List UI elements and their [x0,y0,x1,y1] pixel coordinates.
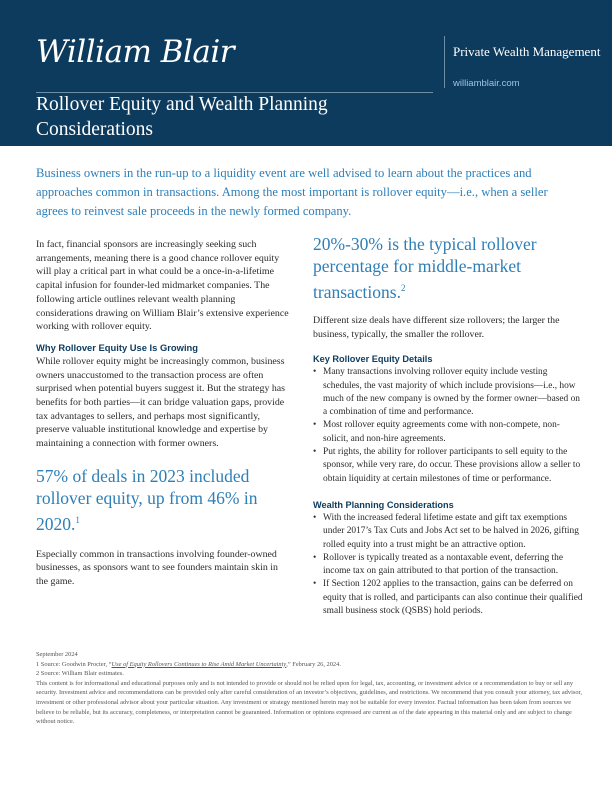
footer-notes [36,650,584,727]
left-paragraph-2: While rollover equity might be increasingly common, business owners unaccustomed to the transaction process are often surprised when potential buyers suggest it. But the strategy has benefits for both parties—it can bridge valuation gaps, provide tax advantages to sellers, and perhaps most significantly, preserve valuable institutional knowledge and expertise by maintaining a connection with former owners. [36,355,286,450]
section-heading-wealth-planning: Wealth Planning Considerations [313,499,454,510]
footnote-2: 2 Source: William Blair estimates. [36,670,124,678]
footnote-1-link[interactable]: Use of Equity Rollovers Continues to Rise Amid Market Uncertainty [111,660,287,668]
deal-stat-text: 57% of deals in 2023 included rollover equity, up from 46% in 2020. [36,465,258,534]
footnote-ref-2: 2 [400,283,406,293]
right-paragraph-1: Different size deals have different size rollovers; the larger the business, typically, the smaller the rollover. [313,314,560,340]
disclaimer: This content is for informational and educational purposes only and is not intended to provide or should not be relied upon for legal, tax, accounting, or investment advice or a recommendation to buy or sell any security. Investment advice and recommendations can be provided only after careful consideration of an investor’s objectives, guidelines, and restrictions. We recommend that you consult your attorney, tax advisor, investment or other professional advisor about your particular situation. Any investment or strategy mentioned herein may not be suitable for every investor. Factual information has been taken from sources we believe to be reliable, but its accuracy, completeness, or interpretation cannot be guaranteed. Information or opinions expressed are current as of the date appearing in this material only and are subject to change without notice. [36,679,582,726]
section-heading-growth: Why Rollover Equity Use Is Growing [36,341,199,353]
company-logo: William Blair [36,34,235,70]
footnote-1-suffix: ,” February 26, 2024. [286,660,341,668]
publish-date: September 2024 [36,651,78,658]
rollover-stat-text: 20%-30% is the typical rollover percentage for middle-market transactions. [313,234,537,302]
intro-paragraph: Business owners in the run-up to a liquidity event are well advised to learn about the practices and approaches common in transactions. Among the most important is rollover equity—i.e., when a seller agrees to reinvest sale proceeds in the newly formed company. [36,166,548,218]
left-paragraph-1: In fact, financial sponsors are increasingly seeking such arrangements, meaning there is a good chance rollover equity will play a critical part in what could be a once-in-a-lifetime capital infusion for founder-led midmarket companies. The following article outlines relevant wealth planning considerations drawing on William Blair’s extensive experience working with rollover equity. [36,239,289,333]
rollover-stat-callout [313,233,583,303]
footnote-ref-1: 1 [75,514,80,525]
right-column [313,233,583,618]
details-list [313,366,583,486]
list-item: • If Section 1202 applies to the transaction, gains can be deferred on equity that is rolled, and participants can also continue their qualified small business stock (QSBS) hold periods. [313,578,583,618]
division-name: Private Wealth Management [453,44,601,59]
list-item: • Put rights, the ability for rollover participants to sell equity to the sponsor, while very rare, do occur. These provisions allow a seller to obtain liquidity at certain milestones of time or performance. [313,446,583,486]
left-column [36,238,292,589]
website-link[interactable]: williamblair.com [453,78,520,89]
left-paragraph-3: Especially common in transactions involving founder-owned businesses, as sponsors want to see founders maintain skin in the game. [36,548,278,588]
deal-stat-callout [36,465,292,535]
section-heading-details: Key Rollover Equity Details [313,354,433,365]
list-item: • With the increased federal lifetime estate and gift tax exemptions under 2017’s Tax Cuts and Jobs Act set to be halved in 2026, gifting rolled equity into a trust might be an attractive option. [313,512,583,552]
header-banner [0,0,612,146]
list-item: • Rollover is typically treated as a nontaxable event, deferring the income tax on gain attributed to that portion of the transaction. [313,552,583,579]
page-title: Rollover Equity and Wealth Planning Considerations [36,94,328,140]
footnote-1-prefix: 1 Source: Goodwin Procter, “ [36,660,112,668]
list-item: • Most rollover equity agreements come with non-compete, non-solicit, and non-hire agreements. [313,419,583,446]
planning-list [313,512,583,618]
footnote-1 [36,660,584,670]
list-item: • Many transactions involving rollover equity include vesting schedules, the vast majority of which include provisions—i.e., how much of the new company is owned by the former owner—based on a combination of time and performance. [313,366,583,419]
header-divider [444,36,445,88]
